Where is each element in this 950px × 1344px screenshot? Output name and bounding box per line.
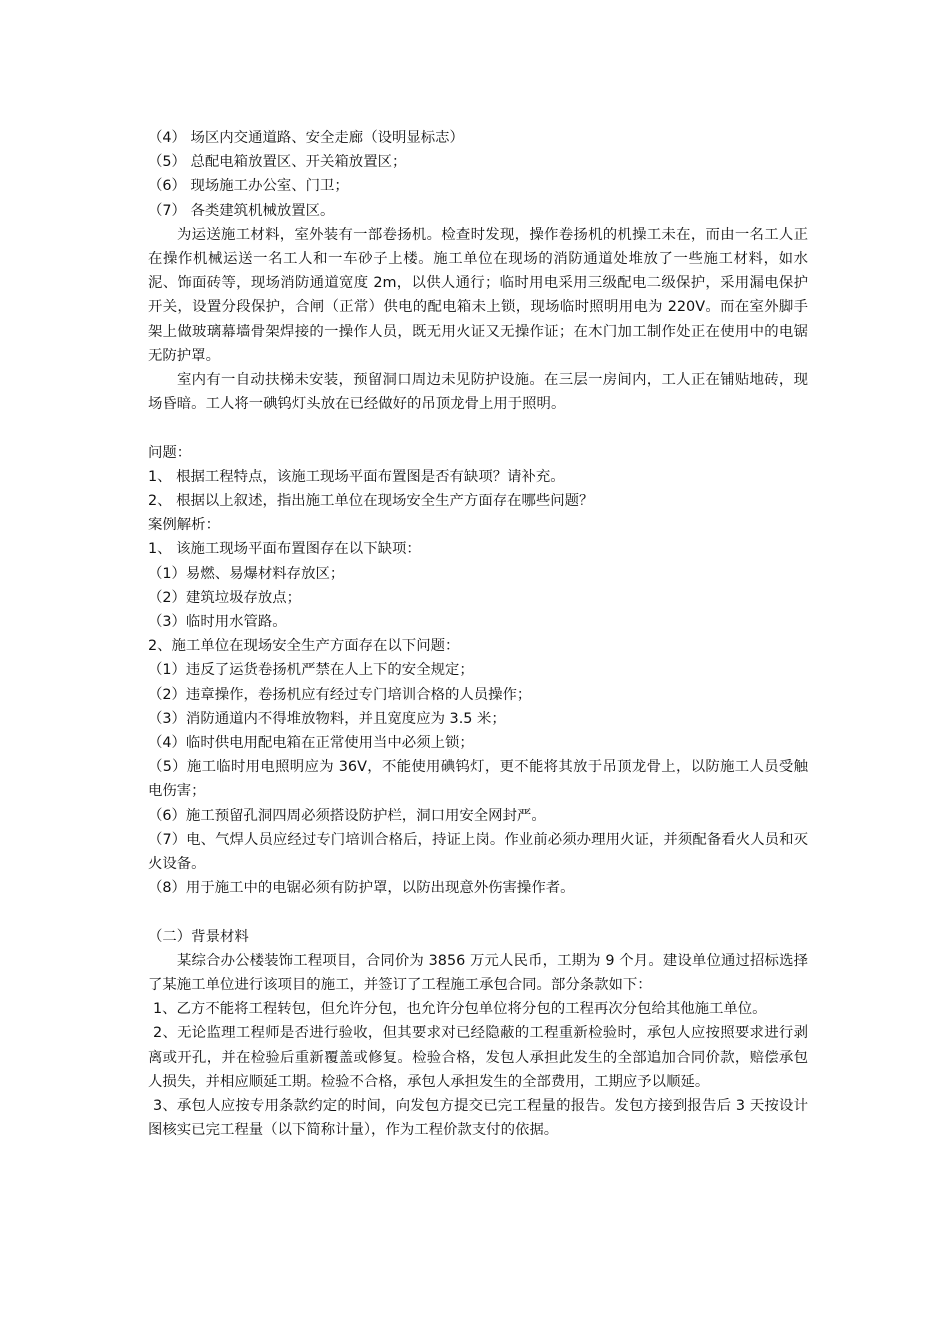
analysis-part2-item-1: （1）违反了运货卷扬机严禁在人上下的安全规定； <box>148 662 474 679</box>
layout-item-7: （7） 各类建筑机械放置区。 <box>148 202 335 219</box>
layout-item-5: （5） 总配电箱放置区、开关箱放置区； <box>148 154 407 171</box>
analysis-heading: 案例解析： <box>148 517 220 534</box>
background-paragraph-1: 为运送施工材料，室外装有一部卷扬机。检查时发现，操作卷扬机的机操工未在，而由一名工人正在操作机械运送一名工人和一车砂子上楼。施工单位在现场的消防通道处堆放了一些施工材料，如水泥、饰面砖等，现场消防通道宽度 2m，以供人通行；临时用电采用三级配电二级保护，采用漏电保护开关，设置分段保护，合闸（正常）供电的配电箱未上锁，现场临时照明用电为 220V。而在室外脚手架上做玻璃幕墙骨架焊接的一操作人员，既无用火证又无操作证；在木门加工制作处正在使用中的电锯无防护罩。 <box>148 226 808 364</box>
analysis-part2-item-7: （7）电、气焊人员应经过专门培训合格后，持证上岗。作业前必须办理用火证，并须配备看火人员和灭火设备。 <box>148 831 808 873</box>
analysis-part2-item-8: （8）用于施工中的电锯必须有防护罩，以防出现意外伤害操作者。 <box>148 880 575 897</box>
analysis-part1-item-3: （3）临时用水管路。 <box>148 614 287 631</box>
spacer <box>148 416 808 440</box>
contract-clause-3: 3、承包人应按专用条款约定的时间，向发包方提交已完工程量的报告。发包方接到报告后 3 天按设计图核实已完工程量（以下简称计量），作为工程价款支付的依据。 <box>148 1098 808 1139</box>
layout-item-4: （4） 场区内交通道路、安全走廊（设明显标志） <box>148 130 464 146</box>
analysis-part1-title: 1、 该施工现场平面布置图存在以下缺项： <box>148 541 421 558</box>
analysis-part2-item-2: （2）违章操作，卷扬机应有经过专门培训合格的人员操作； <box>148 686 532 703</box>
analysis-part1-item-2: （2）建筑垃圾存放点； <box>148 589 302 606</box>
section2-intro: 某综合办公楼装饰工程项目，合同价为 3856 万元人民币，工期为 9 个月。建设单位通过招标选择了某施工单位进行该项目的施工，并签订了工程施工承包合同。部分条款如下： <box>148 952 808 994</box>
contract-clause-2: 2、无论监理工程师是否进行验收，但其要求对已经隐蔽的工程重新检验时，承包人应按照要求进行剥离或开孔，并在检验后重新覆盖或修复。检验合格，发包人承担此发生的全部追加合同价款，赔偿承包人损失，并相应顺延工期。检验不合格，承包人承担发生的全部费用，工期应予以顺延。 <box>148 1025 808 1090</box>
analysis-part2-item-4: （4）临时供电用配电箱在正常使用当中必须上锁； <box>148 735 474 752</box>
question-item-2: 2、 根据以上叙述，指出施工单位在现场安全生产方面存在哪些问题？ <box>148 493 594 510</box>
layout-item-6: （6） 现场施工办公室、门卫； <box>148 178 349 195</box>
analysis-part2-item-3: （3）消防通道内不得堆放物料，并且宽度应为 3.5 米； <box>148 710 506 727</box>
section2-title: （二）背景材料 <box>148 928 249 945</box>
background-paragraph-2: 室内有一自动扶梯未安装，预留洞口周边未见防护设施。在三层一房间内，工人正在铺贴地砖，现场昏暗。工人将一碘钨灯头放在已经做好的吊顶龙骨上用于照明。 <box>148 372 808 413</box>
spacer <box>148 900 808 924</box>
analysis-part1-item-1: （1）易燃、易爆材料存放区； <box>148 565 345 582</box>
questions-heading: 问题： <box>148 444 192 461</box>
analysis-part2-title: 2、施工单位在现场安全生产方面存在以下问题： <box>148 638 460 655</box>
document-body <box>148 126 808 1143</box>
question-item-1: 1、 根据工程特点，该施工现场平面布置图是否有缺项？请补充。 <box>148 468 565 485</box>
analysis-part2-item-5: （5）施工临时用电照明应为 36V，不能使用碘钨灯，更不能将其放于吊顶龙骨上，以防施工人员受触电伤害； <box>148 759 808 800</box>
analysis-part2-item-6: （6）施工预留孔洞四周必须搭设防护栏，洞口用安全网封严。 <box>148 807 546 824</box>
contract-clause-1: 1、乙方不能将工程转包，但允许分包，也允许分包单位将分包的工程再次分包给其他施工单位。 <box>153 1001 767 1018</box>
